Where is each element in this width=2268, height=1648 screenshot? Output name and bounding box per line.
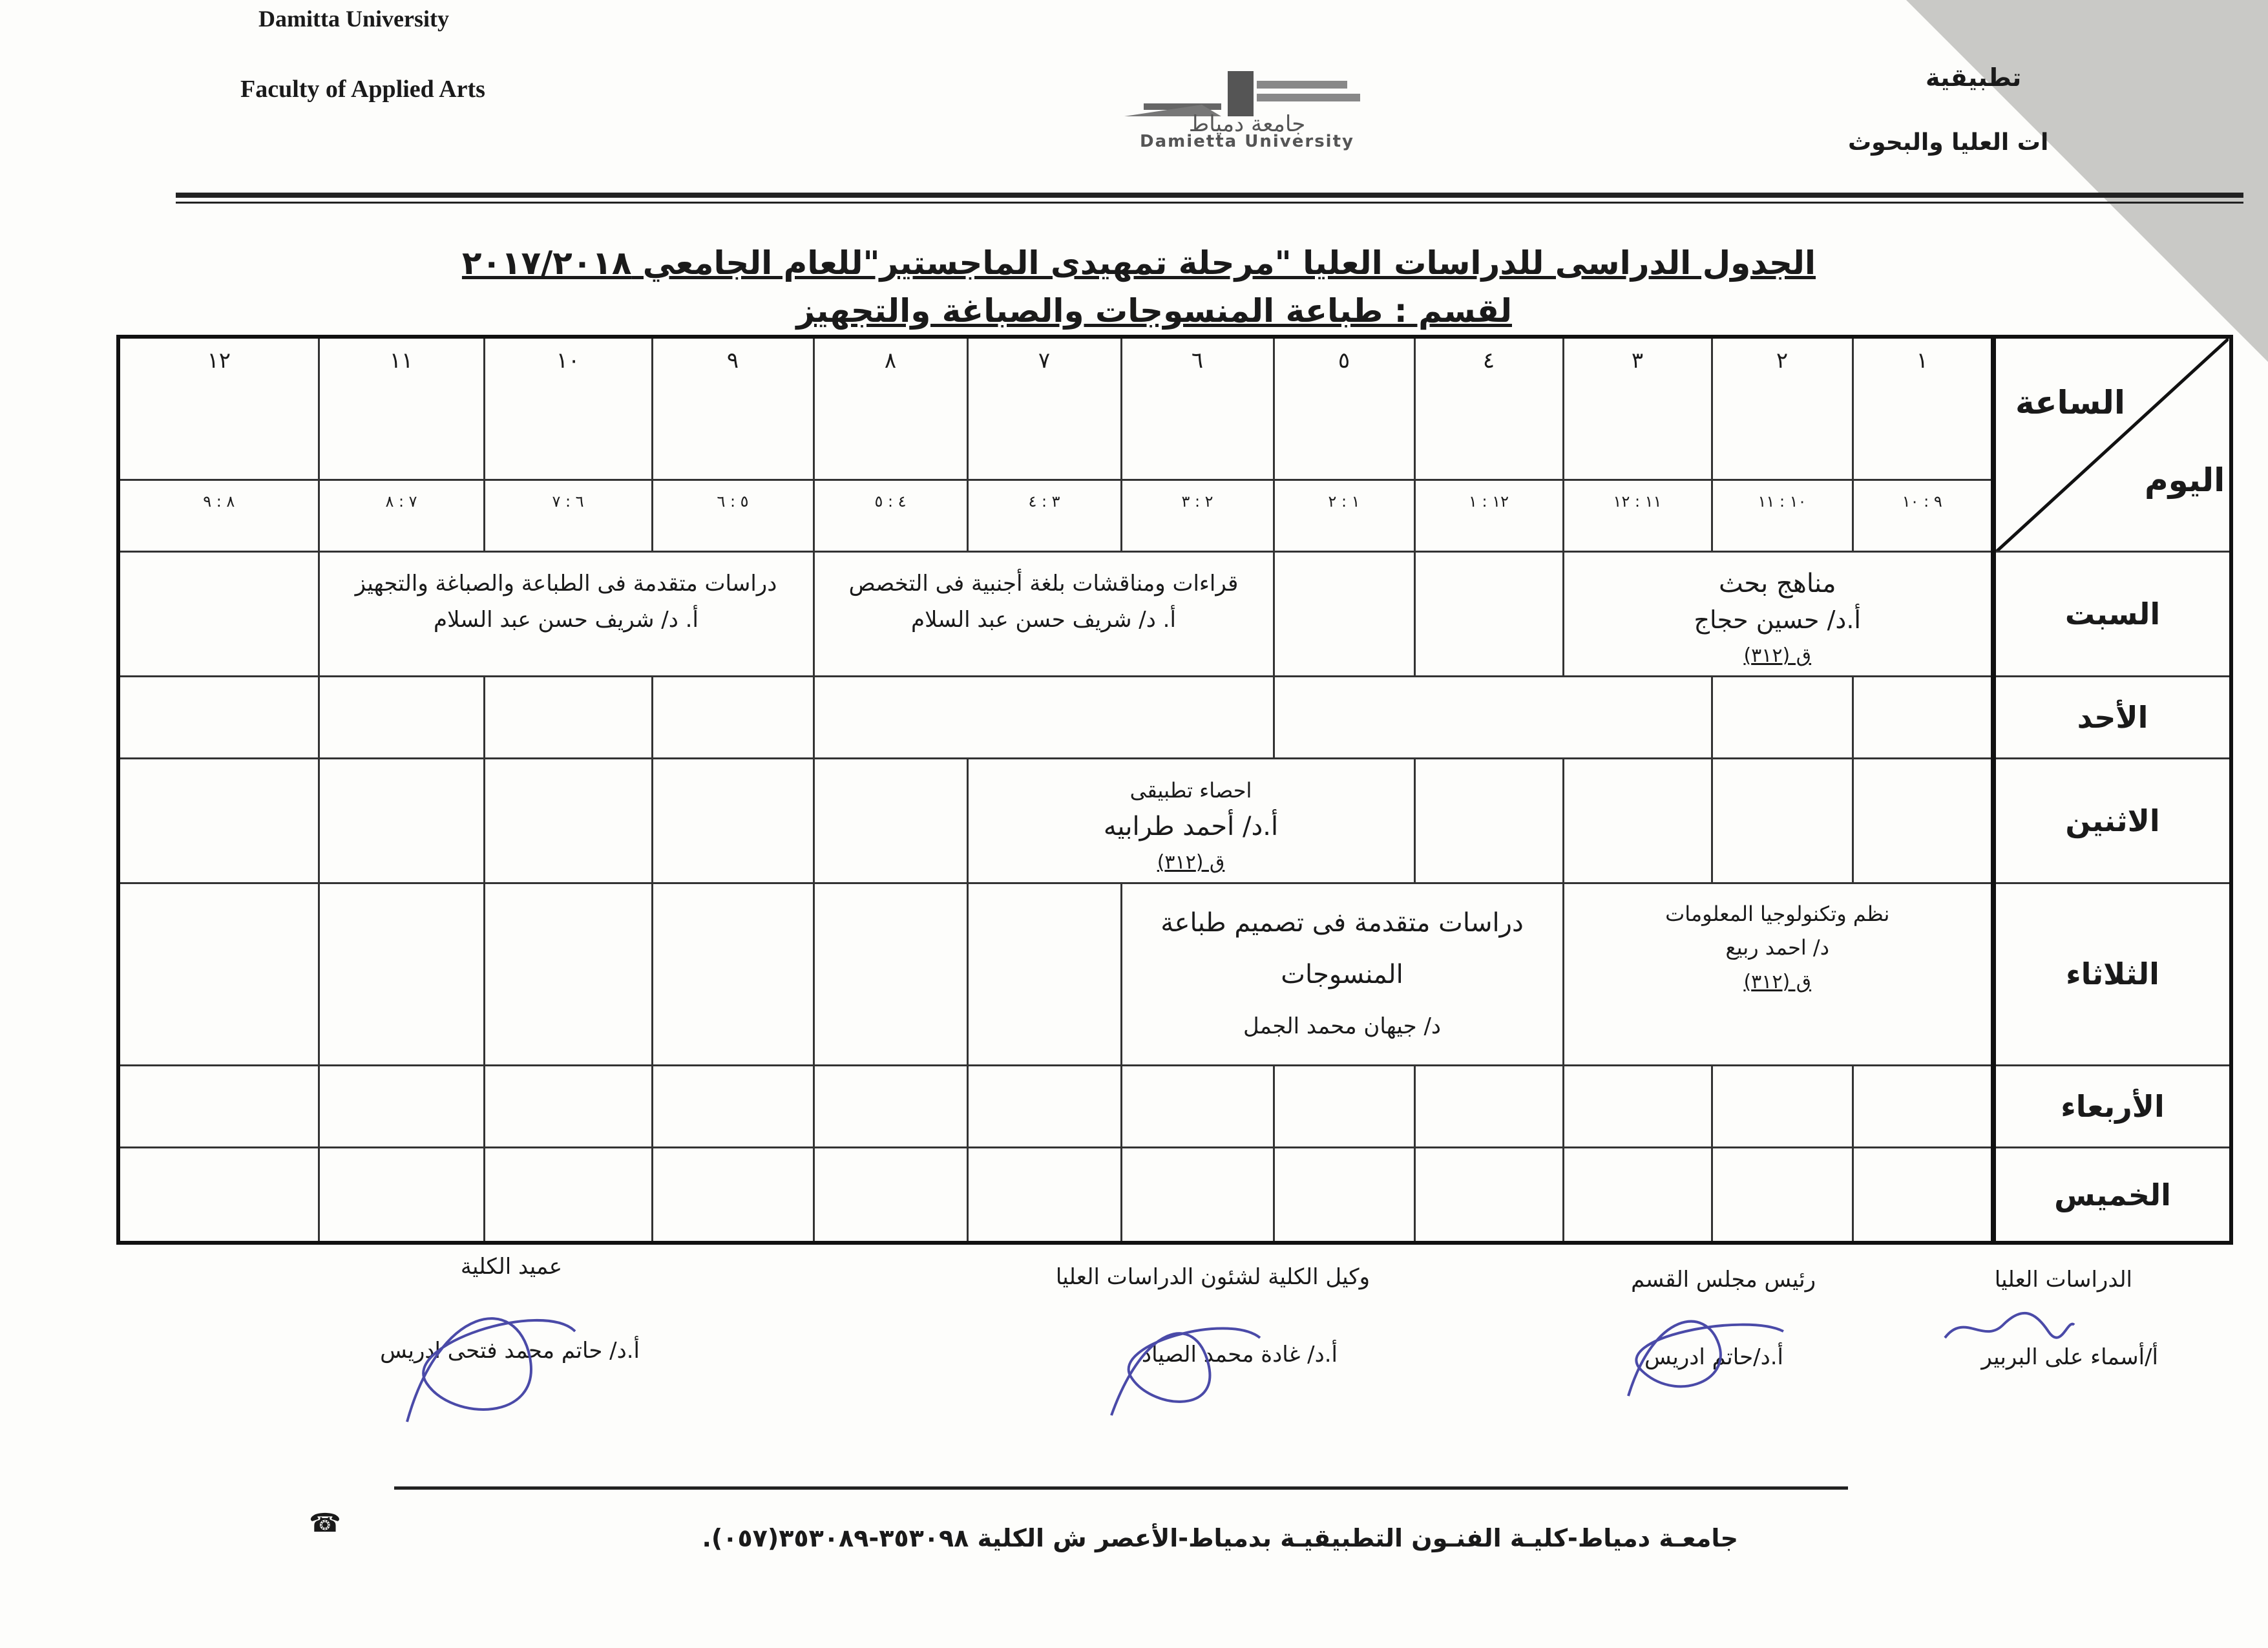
empty-cell (1274, 552, 1414, 677)
day-tuesday: الثلاثاء (1993, 883, 2231, 1065)
handwritten-signature (1098, 1299, 1266, 1428)
empty-cell (1563, 1148, 1712, 1243)
period-time: ٤ : ٥ (814, 480, 967, 552)
empty-cell (814, 1148, 967, 1243)
course-name: مناهج بحث (1718, 569, 1836, 599)
period-number: ٢ (1712, 337, 1853, 480)
empty-cell (319, 883, 484, 1065)
empty-cell (814, 883, 967, 1065)
empty-cell (1853, 1148, 1993, 1243)
empty-cell (967, 883, 1121, 1065)
course-cell (814, 552, 1274, 677)
empty-cell (319, 1066, 484, 1148)
period-number: ٣ (1563, 337, 1712, 480)
department-title: لقسم : طباعة المنسوجات والصباغة والتجهيز (796, 292, 1512, 330)
university-name-en: Damitta University (258, 6, 449, 32)
empty-cell (484, 676, 652, 758)
period-number: ٥ (1274, 337, 1414, 480)
course-cell (319, 552, 814, 677)
corner-day-label: اليوم (2145, 461, 2225, 499)
empty-cell (1853, 1066, 1993, 1148)
signature-name-department-head: أ.د/حاتم ادريس (1644, 1344, 1783, 1370)
empty-cell (1414, 1148, 1563, 1243)
empty-cell (1274, 1066, 1414, 1148)
signature-title-vice-dean: وكيل الكلية لشئون الدراسات العليا (1055, 1264, 1370, 1290)
course-teacher: د/ احمد ربيع (1725, 935, 1829, 960)
course-teacher: أ. د/ شريف حسن عبد السلام (434, 607, 698, 633)
empty-cell (319, 1148, 484, 1243)
period-time: ٢ : ٣ (1121, 480, 1274, 552)
empty-cell (1274, 1148, 1414, 1243)
course-name: نظم وتكنولوجيا المعلومات (1665, 901, 1890, 926)
empty-cell (319, 759, 484, 883)
empty-cell (1712, 1148, 1853, 1243)
signature-name-graduate-studies: أ/أسماء على البربير (1981, 1344, 2158, 1370)
empty-cell (118, 1066, 319, 1148)
signature-name-vice-dean: أ.د/ غادة محمد الصياد (1141, 1342, 1338, 1368)
handwritten-signature (388, 1280, 582, 1435)
period-number: ١ (1853, 337, 1993, 480)
period-number: ٩ (652, 337, 814, 480)
empty-cell (1121, 1066, 1274, 1148)
empty-cell (652, 676, 814, 758)
course-teacher: أ.د/ حسين حجاج (1694, 606, 1861, 635)
day-wednesday: الأربعاء (1993, 1066, 2231, 1148)
empty-cell (1414, 759, 1563, 883)
empty-cell (118, 883, 319, 1065)
logo-arabic-text: جامعة دمياط (1188, 111, 1306, 137)
empty-cell (1853, 759, 1993, 883)
period-number: ١١ (319, 337, 484, 480)
course-room: ق (٣١٢) (1157, 851, 1225, 874)
signature-title-department-head: رئيس مجلس القسم (1631, 1267, 1816, 1293)
university-logo (1086, 65, 1409, 155)
period-time: ١ : ٢ (1274, 480, 1414, 552)
period-time: ٦ : ٧ (484, 480, 652, 552)
day-sunday: الأحد (1993, 676, 2231, 758)
empty-cell (484, 1066, 652, 1148)
course-name: دراسات متقدمة فى الطباعة والصباغة والتجهيز (355, 571, 777, 597)
course-cell (1121, 883, 1563, 1065)
course-room: ق (٣١٢) (1743, 644, 1812, 668)
header-right-line1: تطبيقية (1926, 63, 2022, 92)
empty-cell (1712, 676, 1853, 758)
day-thursday: الخميس (1993, 1148, 2231, 1243)
header-right-line2: ات العليا والبحوث (1848, 129, 2049, 156)
period-number: ١٢ (118, 337, 319, 480)
empty-cell (967, 1066, 1121, 1148)
handwritten-signature (1615, 1286, 1796, 1415)
empty-cell (652, 1066, 814, 1148)
course-teacher: أ. د/ شريف حسن عبد السلام (911, 607, 1176, 633)
period-number: ٨ (814, 337, 967, 480)
empty-cell (484, 1148, 652, 1243)
schedule-title: الجدول الدراسى للدراسات العليا "مرحلة تمهيدى الماجستير"للعام الجامعي ٢٠١٧/٢٠١٨ (461, 244, 1816, 282)
period-number: ١٠ (484, 337, 652, 480)
course-room: ق (٣١٢) (1743, 970, 1812, 993)
folded-page-corner (1906, 0, 2268, 362)
empty-cell (1121, 1148, 1274, 1243)
period-time: ٣ : ٤ (967, 480, 1121, 552)
header-rule (176, 193, 2243, 198)
empty-cell (484, 759, 652, 883)
period-number: ٧ (967, 337, 1121, 480)
period-time: ١٠ : ١١ (1712, 480, 1853, 552)
footer-rule (394, 1486, 1848, 1490)
signature-name-dean: أ.د/ حاتم محمد فتحى ادريس (380, 1338, 640, 1364)
empty-cell (814, 759, 967, 883)
course-name: دراسات متقدمة فى تصميم طباعة (1160, 907, 1524, 938)
corner-hour-label: الساعة (2015, 384, 2126, 421)
schedule-table (116, 335, 2233, 1245)
empty-cell (652, 759, 814, 883)
course-cell (967, 759, 1414, 883)
empty-cell (118, 759, 319, 883)
handwritten-signature (1938, 1299, 2081, 1351)
empty-cell (1563, 759, 1712, 883)
course-cell (1563, 552, 1993, 677)
empty-cell (967, 1148, 1121, 1243)
period-time: ٥ : ٦ (652, 480, 814, 552)
empty-cell (1414, 552, 1563, 677)
period-number: ٦ (1121, 337, 1274, 480)
empty-cell (1414, 1066, 1563, 1148)
empty-cell (484, 883, 652, 1065)
period-time: ٩ : ١٠ (1853, 480, 1993, 552)
empty-cell (814, 1066, 967, 1148)
phone-icon: ☎ (309, 1508, 341, 1538)
period-time: ١٢ : ١ (1414, 480, 1563, 552)
empty-cell (1563, 1066, 1712, 1148)
signature-title-dean: عميد الكلية (460, 1254, 562, 1280)
course-teacher: أ.د/ أحمد طرابيه (1103, 812, 1279, 842)
course-cell (1563, 883, 1993, 1065)
empty-cell (1712, 1066, 1853, 1148)
period-time: ٨ : ٩ (118, 480, 319, 552)
course-teacher: د/ جيهان محمد الجمل (1243, 1013, 1442, 1039)
course-name: قراءات ومناقشات بلغة أجنبية فى التخصص (848, 571, 1239, 597)
empty-cell (319, 676, 484, 758)
day-saturday: السبت (1993, 552, 2231, 677)
course-name-cont: المنسوجات (1281, 959, 1403, 989)
period-number: ٤ (1414, 337, 1563, 480)
logo-english-text: Damietta University (1140, 132, 1354, 151)
empty-cell (652, 1148, 814, 1243)
period-time: ١١ : ١٢ (1563, 480, 1712, 552)
empty-cell (652, 883, 814, 1065)
faculty-name-en: Faculty of Applied Arts (240, 76, 485, 103)
empty-cell (118, 1148, 319, 1243)
period-time: ٧ : ٨ (319, 480, 484, 552)
empty-cell (1712, 759, 1853, 883)
empty-cell (118, 676, 319, 758)
corner-header-cell (1993, 337, 2231, 552)
footer-address: جامعـة دمياط-كليـة الفنـون التطبيقيـة بدمياط-الأعصر ش الكلية ٣٥٣٠٩٨-٣٥٣٠٨٩(٠٥٧). (702, 1524, 1738, 1552)
day-monday: الاثنين (1993, 759, 2231, 883)
empty-cell (1274, 676, 1712, 758)
course-name: احصاء تطبيقى (1129, 778, 1252, 803)
header-rule-thin (176, 202, 2243, 204)
signature-title-graduate-studies: الدراسات العليا (1994, 1267, 2132, 1293)
empty-cell (814, 676, 1274, 758)
empty-cell (1853, 676, 1993, 758)
